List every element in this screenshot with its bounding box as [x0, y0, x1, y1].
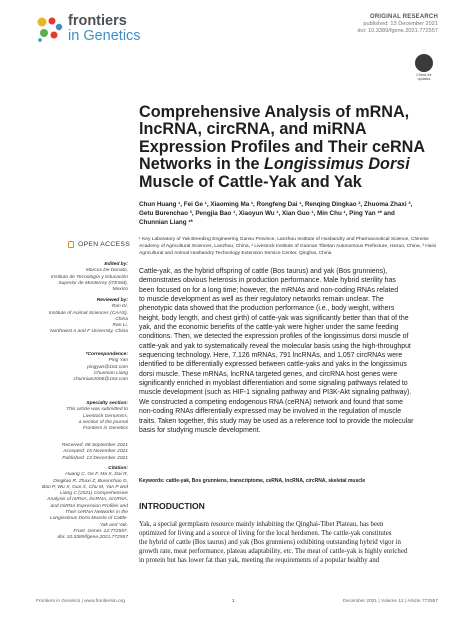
citation-doi-link[interactable]: doi: 10.3389/fgene.2021.772557 [57, 535, 128, 541]
reviewed-by-heading: Reviewed by: [96, 298, 128, 303]
accepted-date: Accepted: 15 November 2021 [63, 449, 128, 455]
edited-by-heading: Edited by: [104, 262, 128, 267]
editor-affil: Mexico [112, 287, 128, 293]
intro-line: in protein but has lower fat than yak, meeting the requirements of a popular healthy and [139, 557, 380, 565]
reviewer-name: Ran Li, [112, 323, 128, 329]
title-text: Networks in the [139, 155, 265, 174]
keywords-text: cattle-yak, Bos grunniens, transcriptome, ceRNA, lncRNA, circRNA, skeletal muscle [165, 478, 366, 484]
dates [36, 443, 128, 462]
corr-email-link[interactable]: pingyan@163.com [87, 364, 128, 370]
abstract-line: non-coding RNAs differentially expressed may be involved in the regulation of muscle [139, 408, 402, 416]
journal-subtitle: in Genetics [68, 28, 141, 44]
page-number: 1 [232, 599, 235, 604]
editor-affil: Superior de Monterrey (ITESM), [58, 280, 128, 286]
abstract-line: conditions. Then, we detected the expression profiles of the longissimus dorsi muscle of [139, 333, 409, 341]
title-line: lncRNA, circRNA, and miRNA [139, 120, 367, 139]
citation [36, 466, 128, 542]
citation-line: Yak and Yak. [99, 522, 128, 528]
citation-line: Front. Genet. 12:772557. [73, 528, 128, 534]
specialty-text: Livestock Genomics, [82, 413, 128, 419]
reviewer-affil: China [115, 316, 128, 322]
introduction-heading: INTRODUCTION [139, 501, 205, 511]
specialty-text: a section of the journal [78, 419, 128, 425]
abstract-line: traits. Taken together, this study may be used as a reference tool to provide the molecular [139, 417, 414, 425]
title-line [139, 156, 439, 173]
citation-heading: Citation: [108, 466, 128, 471]
article-title [139, 104, 439, 191]
citation-line: Longissimus Dorsi Muscle of Cattle- [49, 516, 128, 522]
footer-volume: December 2021 | Volume 12 | Article 772557 [342, 599, 438, 604]
received-date: Received: 08 September 2021 [61, 443, 128, 448]
check-updates-label: Check for updates [416, 73, 432, 81]
intro-line: optimized for living and a source of living for the local herdsmen. The cattle-yak constitutes [139, 530, 392, 538]
abstract-line: basis for studying muscle development. [139, 426, 261, 434]
abstract-line: significantly enriched in myoblast differentiation and some signaling pathways related to [139, 380, 408, 388]
intro-line: Yak, a special germplasm resource mainly inhabiting the Qinghai-Tibet Plateau, has been [139, 521, 384, 528]
reviewer-affil: Northwest A and F University, China [49, 329, 128, 335]
abstract-line: been focused on for a long time; however, the mRNAs and non-coding RNAs related [139, 286, 399, 294]
author-list [139, 200, 439, 228]
citation-line: Liang C (2021) Comprehensive [60, 491, 128, 497]
frontiers-logo-icon [36, 16, 64, 42]
specialty-text: This article was submitted to [66, 407, 128, 413]
check-updates-icon [415, 54, 433, 72]
author-line[interactable]: Getu Burenchao ³, Pengjia Bao ¹, Xiaoyun Wu ¹, Xian Guo ¹, Min Chu ¹, Ping Yan ¹* and [139, 210, 395, 218]
edited-by [36, 262, 128, 293]
intro-line: growth rate, meat performance, plateau adaptability, etc. The meat of cattle-yak is highly enriched [139, 548, 408, 556]
abstract-line: demonstrates obvious heterosis in production performance. Male hybrid sterility has [139, 277, 396, 285]
citation-line: Their ceRNA Networks in the [65, 510, 128, 516]
abstract-line: phenotypic data showed that the production performance (i.e., body weight, withers [139, 305, 395, 313]
abstract-line: dorsi muscle. These mRNAs, lncRNA targeted genes, and circRNA host genes were [139, 370, 398, 378]
article-meta [357, 14, 438, 36]
keywords-label: Keywords: [139, 478, 165, 484]
editor-affil: Instituto de Tecnología y Educación [50, 274, 128, 280]
abstract-line: height, body length, and chest girth) of cattle-yak was significantly better than that of the [139, 314, 409, 322]
footer-journal-link[interactable]: Frontiers in Genetics | www.frontiersin.org [36, 599, 125, 604]
corr-name: Ping Yan [108, 358, 128, 364]
journal-name[interactable] [68, 14, 141, 44]
abstract-line: sequencing technology. Here, 7,126 mRNAs, 791 lncRNAs, and 1,057 circRNAs were [139, 352, 403, 360]
abstract-line: to muscle development as well as their regulatory networks remain unclear. The [139, 296, 384, 304]
citation-line: Bao P, Wu X, Guo X, Chu M, Yan P and [42, 484, 128, 490]
abstract-line: Cattle-yak, as the hybrid offspring of cattle (Bos taurus) and yak (Bos grunniens), [139, 268, 388, 275]
correspondence-heading: *Correspondence: [85, 352, 128, 357]
keywords [139, 478, 439, 485]
specialty-heading: Specialty section: [86, 401, 128, 406]
title-line: Comprehensive Analysis of mRNA, [139, 103, 410, 121]
abstract-line: We constructed a competing endogenous RNA (ceRNA) network and found that some [139, 398, 404, 406]
citation-line: Huang C, Ge F, Ma X, Dai R, [65, 472, 128, 478]
open-access-label [68, 241, 130, 248]
correspondence [36, 352, 128, 383]
author-line[interactable]: Chun Huang ¹, Fei Ge ¹, Xiaoming Ma ¹, Rongfeng Dai ¹, Renqing Dingkao ², Zhuoma Zhaxi ³, [139, 201, 413, 208]
abstract-line: identified to be differentially expressed between cattle-yaks and yaks in the longissimus [139, 361, 407, 369]
abstract-line: muscle development (such as HIF-1 signaling pathway and PI3K-Akt signaling pathway). [139, 389, 412, 397]
abstract [139, 267, 439, 435]
article-type: ORIGINAL RESEARCH [370, 14, 438, 20]
intro-line: the hybrid of cattle (Bos taurus) and yak (Bos grunniens) exhibiting outstanding hybrid vigor in [139, 539, 401, 547]
reviewer-name: Ran Di, [111, 304, 128, 310]
published-date-side: Published: 13 December 2021 [62, 455, 128, 461]
open-lock-icon [68, 241, 74, 248]
title-line: Muscle of Cattle-Yak and Yak [139, 172, 362, 191]
specialty-text: Frontiers in Genetics [82, 426, 128, 432]
abstract-line: cattle-yak and yak to systematically reveal the molecular basis using the high-throughput [139, 342, 411, 350]
citation-line: and miRNA Expression Profiles and [50, 503, 128, 509]
corr-email-link[interactable]: chunnian2006@163.com [73, 377, 128, 383]
specialty-section [36, 401, 128, 432]
reviewed-by [36, 298, 128, 336]
published-date: published: 13 December 2021 [363, 21, 438, 28]
corr-name: Chunnian Liang [93, 370, 128, 376]
citation-line: Analysis of mRNA, lncRNA, circRNA, [47, 497, 128, 503]
journal-brand: frontiers [68, 13, 127, 29]
citation-line: Dingkao R, Zhaxi Z, Burenchao G, [53, 478, 128, 484]
open-access-text: OPEN ACCESS [78, 241, 131, 248]
affiliations: ¹ Key Laboratory of Yak Breeding Engineering Gansu Province, Lanzhou Institute of Husbandry and Pharmaceutical Science, Chinese Academy of Agricultural Sciences, Lanzhou, China, ² Livestock Institute of Gannan Tibetan Autonomous Prefecture, Hezuo, China, ³ Haixi Agricultural and Animal Husbandry Technology Extension Service Center, Qinghai, China [139, 237, 437, 257]
reviewer-affil: Institute of Animal Sciences (CAAS), [48, 310, 128, 316]
author-line[interactable]: Chunnian Liang ¹* [139, 219, 193, 227]
editor-name: Marcos De Donato, [85, 268, 128, 274]
abstract-line: yak, and the economic benefits of the cattle-yak were higher under the same feeding [139, 324, 399, 332]
check-updates-badge[interactable] [414, 54, 434, 80]
introduction-paragraph [139, 520, 439, 565]
title-italic-text: Longissimus Dorsi [264, 155, 410, 174]
article-doi[interactable]: doi: 10.3389/fgene.2021.772557 [357, 28, 438, 35]
title-line: Expression Profiles and Their ceRNA [139, 137, 426, 156]
